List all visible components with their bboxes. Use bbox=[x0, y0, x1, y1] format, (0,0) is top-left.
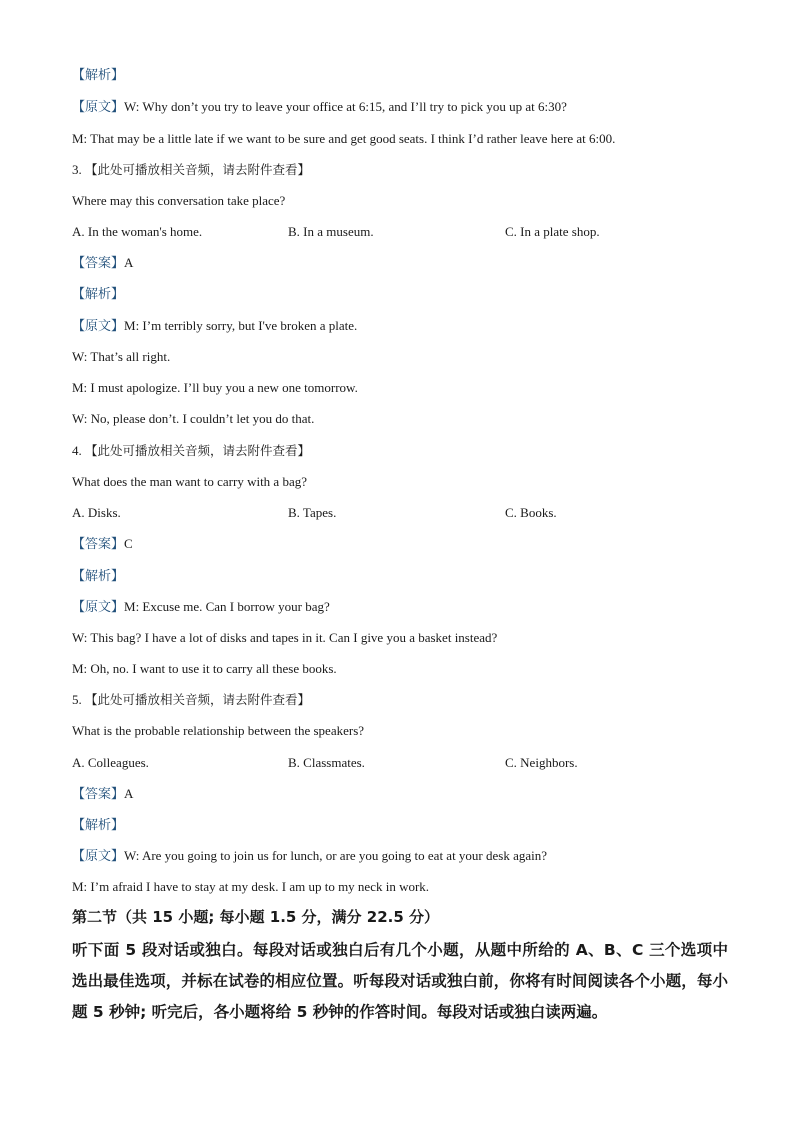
analysis-label-q4: 【解析】 bbox=[72, 569, 125, 584]
dialogue-line-q3-w2: W: No, please don’t. I couldn’t let you do that. bbox=[72, 411, 315, 426]
option-c-q4: C. Books. bbox=[505, 505, 557, 520]
dialogue-line-q4-w1: W: This bag? I have a lot of disks and tapes in it. Can I give you a basket instead? bbox=[72, 630, 498, 645]
dialogue-line-q3-m2: M: I must apologize. I’ll buy you a new one tomorrow. bbox=[72, 380, 358, 395]
original-line-q3-m: 【原文】M: I’m terribly sorry, but I've broken a plate. bbox=[72, 318, 358, 334]
option-c-q5: C. Neighbors. bbox=[505, 755, 578, 770]
audio-note[interactable]: 【此处可播放相关音频，请去附件查看】 bbox=[85, 162, 311, 177]
question-text-q3: Where may this conversation take place? bbox=[72, 193, 286, 208]
question-header-q3: 3. 【此处可播放相关音频，请去附件查看】 bbox=[72, 162, 311, 177]
section-instructions: 听下面 5 段对话或独白。每段对话或独白后有几个小题，从题中所给的 A、B、C 三个选项中选出最佳选项，并标在试卷的相应位置。听每段对话或独白前，你将有时间阅读各个小题，每小题 5 秒钟; 听完后，各小题将给 5 秒钟的作答时间。每段对话或独白读两遍。 bbox=[72, 941, 728, 1021]
answer-q4: 【答案】C bbox=[72, 536, 133, 552]
option-a-q4: A. Disks. bbox=[72, 505, 121, 520]
audio-note[interactable]: 【此处可播放相关音频，请去附件查看】 bbox=[85, 443, 311, 458]
dialogue-line-q2-m: M: That may be a little late if we want to be sure and get good seats. I think I’d rather leave here at 6:00. bbox=[72, 131, 616, 146]
option-a-q3: A. In the woman's home. bbox=[72, 224, 203, 239]
option-a-q5: A. Colleagues. bbox=[72, 755, 149, 770]
option-b-q4: B. Tapes. bbox=[288, 505, 337, 520]
original-line-q2-w: 【原文】W: Why don’t you try to leave your office at 6:15, and I’ll try to pick you up at 6:30? bbox=[72, 99, 567, 115]
original-line-q4-m: 【原文】M: Excuse me. Can I borrow your bag? bbox=[72, 599, 330, 615]
dialogue-line-q5-m: M: I’m afraid I have to stay at my desk. I am up to my neck in work. bbox=[72, 879, 430, 894]
analysis-label-q2: 【解析】 bbox=[72, 68, 125, 83]
question-header-q5: 5. 【此处可播放相关音频，请去附件查看】 bbox=[72, 692, 311, 707]
analysis-label-q5: 【解析】 bbox=[72, 818, 125, 833]
option-b-q5: B. Classmates. bbox=[288, 755, 365, 770]
option-c-q3: C. In a plate shop. bbox=[505, 224, 600, 239]
answer-q3: 【答案】A bbox=[72, 255, 134, 271]
dialogue-line-q4-m2: M: Oh, no. I want to use it to carry all these books. bbox=[72, 661, 337, 676]
analysis-label-q3: 【解析】 bbox=[72, 287, 125, 302]
audio-note[interactable]: 【此处可播放相关音频，请去附件查看】 bbox=[85, 692, 311, 707]
option-b-q3: B. In a museum. bbox=[288, 224, 374, 239]
question-header-q4: 4. 【此处可播放相关音频，请去附件查看】 bbox=[72, 443, 311, 458]
section-heading: 第二节（共 15 小题; 每小题 1.5 分，满分 22.5 分） bbox=[72, 908, 440, 926]
question-text-q5: What is the probable relationship between the speakers? bbox=[72, 723, 365, 738]
question-text-q4: What does the man want to carry with a bag? bbox=[72, 474, 307, 489]
dialogue-line-q3-w1: W: That’s all right. bbox=[72, 349, 171, 364]
answer-q5: 【答案】A bbox=[72, 786, 134, 802]
original-line-q5-w: 【原文】W: Are you going to join us for lunch, or are you going to eat at your desk again? bbox=[72, 848, 548, 864]
